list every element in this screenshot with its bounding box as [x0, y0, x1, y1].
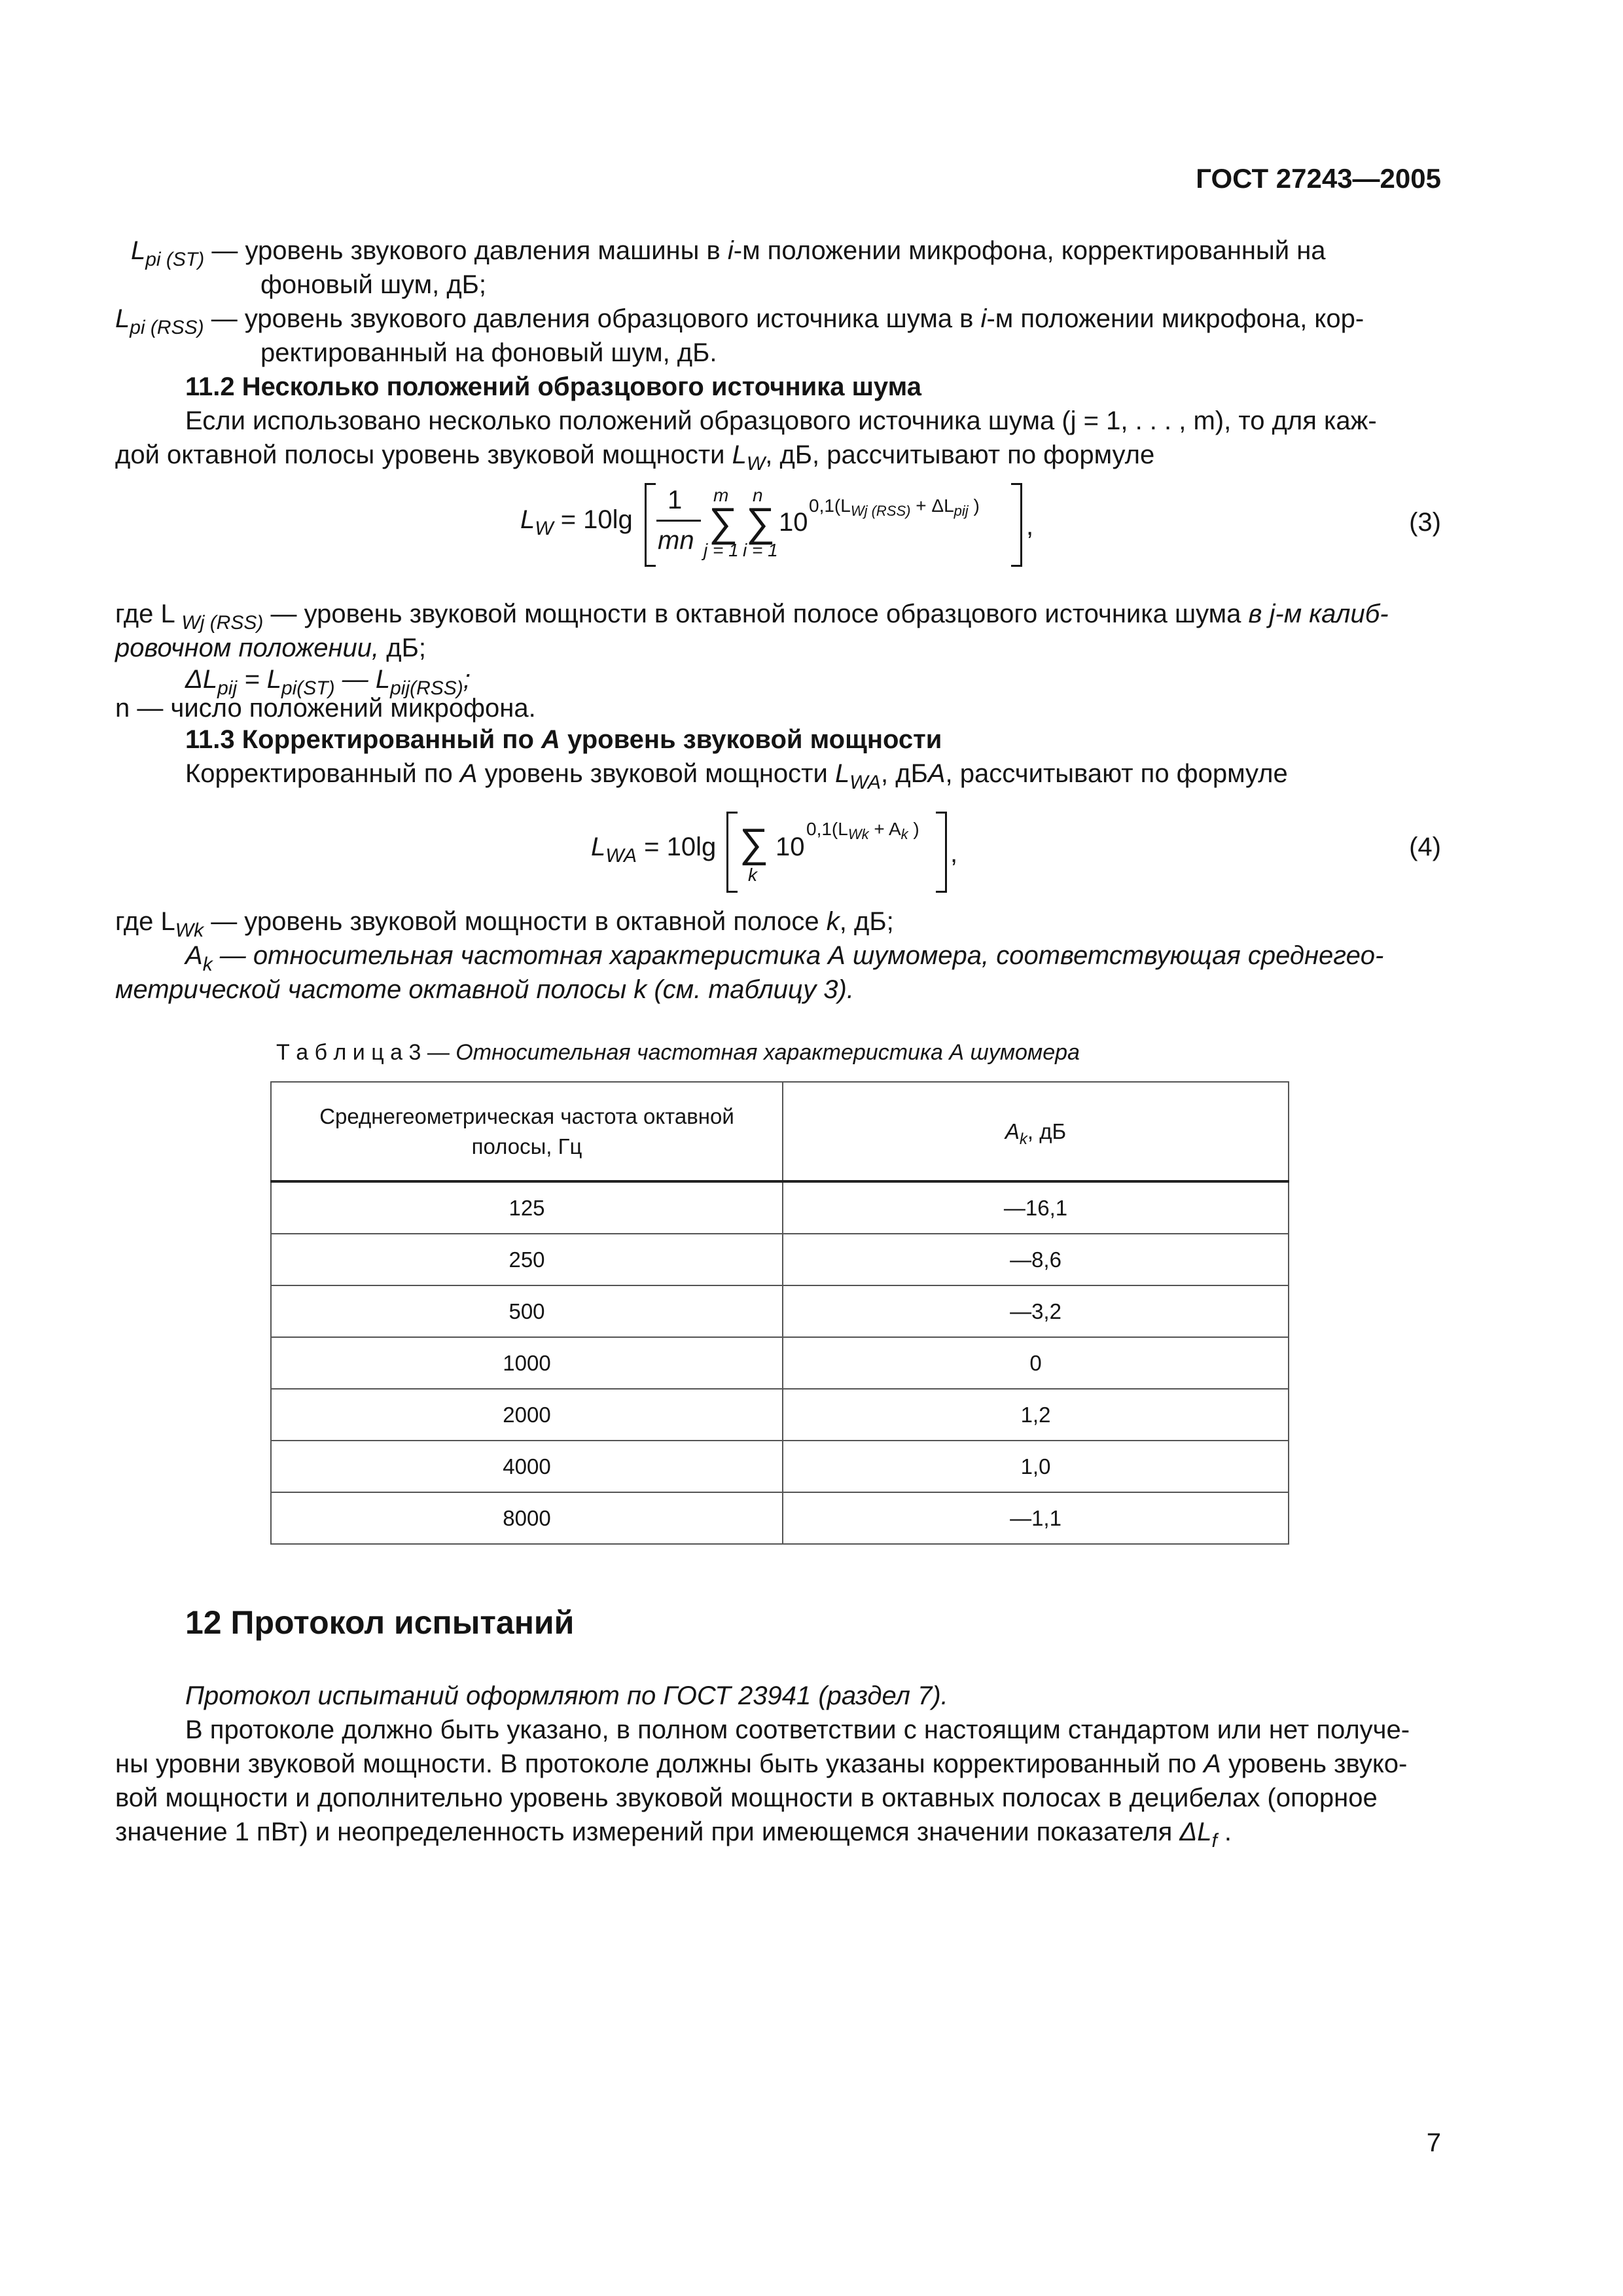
- section-11-3-para: [185, 757, 1288, 791]
- section-12-para2-line1: В протоколе должно быть указано, в полном соответствии с настоящим стандартом или нет получе-: [185, 1715, 1410, 1744]
- section-12-para2-line2: [115, 1747, 1407, 1781]
- exp-text: + A: [868, 819, 901, 839]
- caption-prefix: Т а б л и ц а 3 —: [276, 1040, 456, 1065]
- symbol: L: [131, 236, 146, 265]
- sum-sigma: ∑: [740, 821, 769, 866]
- symbol: L: [732, 440, 747, 469]
- symbol: ΔL: [1179, 1818, 1212, 1846]
- exp-subscript: Wk: [847, 826, 869, 842]
- variable: i: [980, 304, 987, 333]
- table-3-caption: [276, 1038, 1080, 1067]
- symbol-subscript: pij: [217, 677, 238, 699]
- definition-lwj-line2: [115, 631, 426, 665]
- formula-operator: = 10lg: [644, 833, 717, 861]
- para-text: дой октавной полосы уровень звуковой мощности: [115, 440, 732, 469]
- def-text: — относительная частотная характеристика А шумомера, соответствующая среднегео-: [212, 941, 1384, 970]
- variable: k: [826, 907, 840, 936]
- para-text: , дБ, рассчитывают по формуле: [765, 440, 1155, 469]
- heading-variable: A: [541, 725, 560, 754]
- exp-text: + ΔL: [910, 495, 954, 516]
- table-row: [271, 1441, 1289, 1492]
- header-text: Среднегеометрическая частота октавной: [319, 1103, 734, 1128]
- formula-3-comma: ,: [1026, 512, 1034, 541]
- sum2-upper: n: [753, 485, 763, 505]
- header-ak: [783, 1082, 1289, 1181]
- definition-text: — уровень звукового давления машины в: [211, 236, 728, 265]
- para-text: .: [1217, 1818, 1232, 1846]
- heading-text: 11.3 Корректированный по: [185, 725, 541, 754]
- sum-lower: k: [748, 865, 757, 885]
- definition-text: — уровень звукового давления образцового источника шума в: [211, 304, 981, 333]
- section-12-para2-line4: [115, 1815, 1232, 1852]
- definition-ak: [185, 939, 1383, 973]
- heading-text: уровень звуковой мощности: [560, 725, 942, 754]
- table-row: [271, 1492, 1289, 1544]
- definition-lpi-rss: [115, 302, 1364, 336]
- definition-text: -м положении микрофона, корректированный на: [733, 236, 1326, 265]
- formula-3-number: (3): [1409, 508, 1441, 537]
- right-bracket: [936, 812, 947, 893]
- para-text: , рассчитывают по формуле: [945, 759, 1288, 788]
- formula-4-base: 10: [776, 833, 805, 861]
- symbol: L: [834, 759, 850, 788]
- def-text: ;: [463, 665, 471, 694]
- def-text: где L: [115, 907, 175, 936]
- formula-3-lhs: [520, 503, 633, 537]
- cell-ak: —3,2: [783, 1285, 1289, 1337]
- formula-operator: = 10lg: [560, 505, 633, 534]
- section-11-2-para-line2: [115, 438, 1155, 475]
- left-bracket: [726, 812, 738, 893]
- symbol: L: [115, 304, 130, 333]
- symbol: L: [520, 505, 535, 534]
- para-text: Корректированный по: [185, 759, 460, 788]
- cell-frequency: 2000: [271, 1389, 783, 1441]
- def-text: — L: [334, 665, 391, 694]
- header-subscript: k: [1019, 1130, 1027, 1148]
- definition-lpi-st-continued: фоновый шум, дБ;: [260, 270, 487, 299]
- definition-lpi-rss-continued: ректированный на фоновый шум, дБ.: [260, 338, 717, 367]
- table-row: [271, 1234, 1289, 1285]
- symbol-subscript: W: [746, 453, 766, 475]
- section-11-3-heading: [185, 723, 942, 757]
- symbol-subscript: Wk: [175, 920, 204, 941]
- header-text: полосы, Гц: [471, 1134, 582, 1158]
- section-12-heading: 12 Протокол испытаний: [185, 1604, 575, 1641]
- symbol-subscript: pij(RSS): [390, 677, 463, 699]
- cell-frequency: 1000: [271, 1337, 783, 1389]
- definition-n: n — число положений микрофона.: [115, 694, 536, 723]
- exp-text: ): [908, 819, 919, 839]
- symbol-subscript: k: [202, 954, 213, 975]
- definition-lwk: [115, 905, 894, 939]
- symbol-subscript: f: [1211, 1830, 1217, 1852]
- variable: A: [1204, 1749, 1221, 1778]
- variable: A: [927, 759, 946, 788]
- def-text: ΔL: [185, 665, 218, 694]
- para-text: , дБ: [881, 759, 928, 788]
- table-row: [271, 1181, 1289, 1234]
- formula-4-comma: ,: [950, 839, 958, 868]
- symbol-subscript: pi(ST): [281, 677, 335, 699]
- section-11-2-para-line1: Если использовано несколько положений образцового источника шума (j = 1, . . . , m), то для каж-: [185, 406, 1377, 435]
- table-row: [271, 1285, 1289, 1337]
- formula-3-exponent: [809, 495, 980, 519]
- symbol: L: [591, 833, 606, 861]
- definition-lpi-st: [131, 234, 1326, 268]
- header-text: , дБ: [1027, 1119, 1067, 1143]
- sum1-upper: m: [713, 485, 729, 505]
- cell-frequency: 4000: [271, 1441, 783, 1492]
- table-row: [271, 1389, 1289, 1441]
- sum1-sigma: ∑: [709, 500, 738, 545]
- cell-ak: —16,1: [783, 1181, 1289, 1234]
- exp-text: 0,1(L: [809, 495, 851, 516]
- sum2-sigma: ∑: [746, 500, 776, 545]
- def-text: где L: [115, 600, 182, 628]
- exp-subscript: k: [901, 826, 908, 842]
- cell-frequency: 500: [271, 1285, 783, 1337]
- symbol-subscript: W: [535, 518, 554, 539]
- cell-ak: —1,1: [783, 1492, 1289, 1544]
- def-text: , дБ;: [839, 907, 894, 936]
- cell-frequency: 250: [271, 1234, 783, 1285]
- definition-lwj-line1: [115, 597, 1389, 634]
- caption-title: Относительная частотная характеристика А шумомера: [455, 1040, 1080, 1065]
- page-number: 7: [1426, 2128, 1441, 2157]
- table-row: [271, 1337, 1289, 1389]
- section-12-para1: Протокол испытаний оформляют по ГОСТ 23941 (раздел 7).: [185, 1681, 948, 1710]
- table-3: [270, 1081, 1289, 1545]
- def-text: дБ;: [379, 634, 426, 662]
- para-text: уровень звуко-: [1221, 1749, 1408, 1778]
- symbol-subscript: Wj (RSS): [181, 612, 264, 634]
- formula-4-exponent: [806, 819, 919, 842]
- variable: i: [727, 236, 734, 265]
- cell-ak: 1,0: [783, 1441, 1289, 1492]
- exp-subscript: Wj (RSS): [850, 503, 911, 519]
- para-text: уровень звуковой мощности: [477, 759, 835, 788]
- section-11-2-heading: 11.2 Несколько положений образцового источника шума: [185, 372, 921, 401]
- header-symbol: A: [1005, 1119, 1020, 1143]
- cell-ak: —8,6: [783, 1234, 1289, 1285]
- para-text: значение 1 пВт) и неопределенность измерений при имеющемся значении показателя: [115, 1818, 1180, 1846]
- left-bracket: [645, 483, 656, 567]
- header-frequency: [271, 1082, 783, 1181]
- formula-4-number: (4): [1409, 833, 1441, 861]
- exp-subscript: pij: [954, 503, 969, 519]
- def-text: = L: [237, 665, 281, 694]
- cell-ak: 0: [783, 1337, 1289, 1389]
- cell-frequency: 125: [271, 1181, 783, 1234]
- doc-header-id: ГОСТ 27243—2005: [1196, 163, 1441, 194]
- def-italic: в j-м калиб-: [1248, 600, 1389, 628]
- cell-ak: 1,2: [783, 1389, 1289, 1441]
- symbol-subscript: pi (RSS): [130, 317, 204, 338]
- section-12-para2-line3: вой мощности и дополнительно уровень звуковой мощности в октавных полосах в децибелах (опорное: [115, 1784, 1378, 1812]
- def-text: — уровень звуковой мощности в октавной полосе: [204, 907, 827, 936]
- definition-text: -м положении микрофона, кор-: [986, 304, 1364, 333]
- sum1-lower: j = 1: [704, 540, 739, 560]
- symbol-subscript: WA: [849, 772, 882, 793]
- formula-3-base: 10: [779, 508, 808, 537]
- sum2-lower: i = 1: [743, 540, 778, 560]
- fraction-bar: [656, 520, 701, 522]
- right-bracket: [1011, 483, 1022, 567]
- symbol-subscript: pi (ST): [145, 249, 205, 270]
- fraction-numerator: 1: [668, 486, 683, 514]
- def-italic: ровочном положении,: [115, 634, 380, 662]
- cell-frequency: 8000: [271, 1492, 783, 1544]
- exp-text: ): [968, 495, 980, 516]
- def-text: — уровень звуковой мощности в октавной полосе образцового источника шума: [263, 600, 1249, 628]
- fraction-denominator: mn: [658, 526, 694, 555]
- symbol-subscript: WA: [605, 845, 637, 867]
- table-header-row: [271, 1082, 1289, 1181]
- definition-ak-continued: метрической частоте октавной полосы k (см. таблицу 3).: [115, 975, 854, 1004]
- exp-text: 0,1(L: [806, 819, 848, 839]
- formula-4-lhs: [591, 830, 717, 867]
- symbol: A: [185, 941, 203, 970]
- para-text: ны уровни звуковой мощности. В протоколе должны быть указаны корректированный по: [115, 1749, 1204, 1778]
- variable: A: [459, 759, 478, 788]
